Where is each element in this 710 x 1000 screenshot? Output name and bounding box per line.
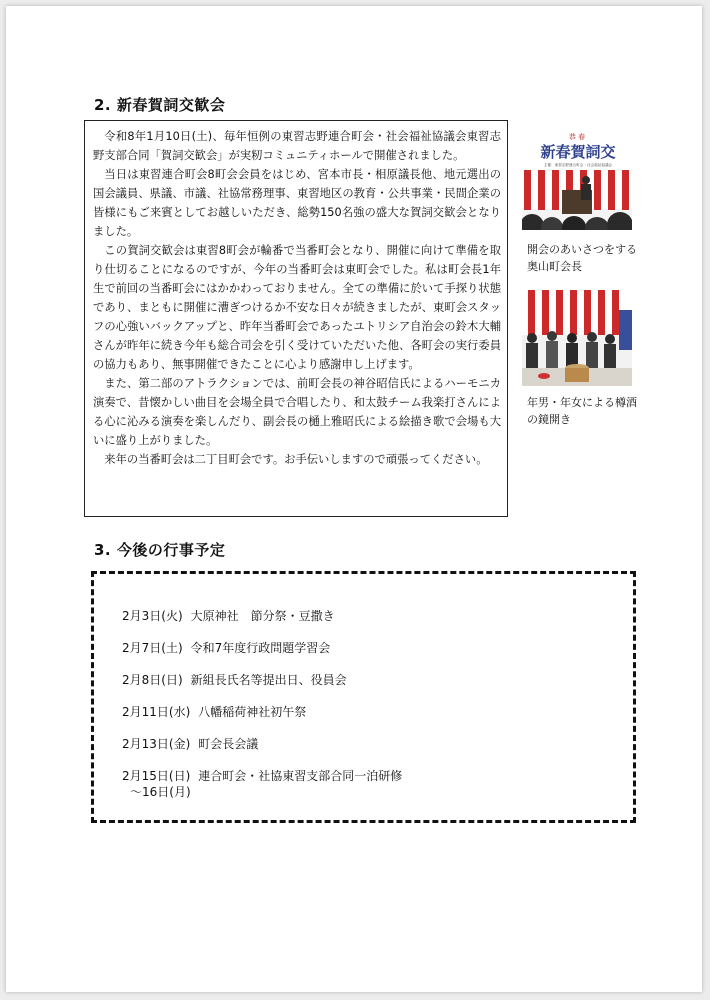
photo-opening-greeting [522, 130, 632, 230]
article-box [84, 120, 508, 517]
event-text: 令和7年度行政問題学習会 [190, 641, 331, 655]
banner-top-text: 恭 春 [568, 133, 586, 141]
event-continuation: ～16日(月) [130, 785, 191, 799]
event-date: 2月8日(日) [122, 673, 183, 687]
article-paragraph: この賀詞交歓会は東習8町会が輪番で当番町会となり、開催に向けて準備を取り仕切ることになるのですが、今年の当番町会は東町会でした。私は町会長1年生で前回の当番町会にはかかわっておりません。全ての準備に於いて手探り状態であり、まともに開催に漕ぎつけるか不安な日々が続きましたが、東町会スタッフの心強いバックアップと、昨年当番町会であったユトリシア自治会の鈴木大輔さんが昨年に続き今年も総合司会を引く受けていただいた他、各町会の実行委員の協力もあり、無事開催できたことに心より感謝申し上げます。 [93, 244, 501, 371]
banner-sub-text: 主催：東習志野連合町会・社会福祉協議会 [543, 163, 613, 167]
red-white-curtain [522, 290, 632, 335]
photo-sake-caption: 年男・年女による樽酒の鏡開き [527, 396, 637, 426]
event-date: 2月13日(金) [122, 737, 191, 751]
photo-sake-illustration [522, 290, 632, 386]
schedule-item [122, 704, 306, 720]
event-date: 2月7日(土) [122, 641, 183, 655]
event-text: 八幡稲荷神社初午祭 [198, 705, 307, 719]
section-2-heading: 2. 新春賀詞交歓会 [94, 96, 226, 114]
article-paragraph: 令和8年1月10日(土)、毎年恒例の東習志野連合町会・社会福祉協議会東習志野支部合同「賀詞交歓会」が実籾コミュニティホールで開催されました。 [93, 130, 501, 162]
event-text: 大原神社 節分祭・豆撒き [190, 609, 335, 623]
article-paragraph: 来年の当番町会は二丁目町会です。お手伝いしますので頑張ってください。 [104, 453, 488, 466]
photo-opening-illustration [522, 130, 632, 230]
event-text: 町会長会議 [198, 737, 259, 751]
section-3-heading: 3. 今後の行事予定 [94, 541, 226, 559]
schedule-item [122, 608, 335, 624]
schedule-item [122, 768, 402, 800]
event-text: 連合町会・社協東習支部合同一泊研修 [198, 769, 403, 783]
schedule-item [122, 672, 347, 688]
event-date: 2月3日(火) [122, 609, 183, 623]
photo-sake-barrel [522, 290, 632, 386]
banner-title-text: 新春賀詞交 [540, 143, 616, 161]
schedule-item [122, 640, 330, 656]
event-date: 2月15日(日) [122, 769, 191, 783]
photo-opening-caption: 開会のあいさつをする奥山町会長 [527, 243, 637, 273]
event-date: 2月11日(水) [122, 705, 191, 719]
article-paragraph: 当日は東習連合町会8町会会員をはじめ、宮本市長・相原議長他、地元選出の国会議員、県議、市議、社協常務理事、東習地区の教育・公共事業・民間企業の皆様にもご来賓としてお越しいただき、総勢150名強の盛大な賀詞交歓会となりました。 [93, 168, 501, 238]
event-text: 新組長氏名等提出日、役員会 [190, 673, 347, 687]
document-page [6, 6, 702, 992]
schedule-item [122, 736, 258, 752]
schedule-box [91, 571, 636, 823]
article-paragraph: また、第二部のアトラクションでは、前町会長の神谷昭信氏によるハーモニカ演奏で、昔懐かしい曲目を会場全員で合唱したり、和太鼓チーム我楽打さんによる心に沁みる演奏を楽しんだり、副会長の樋上雅昭氏による絵描き歌で会場も大いに盛り上がりました。 [93, 377, 501, 447]
